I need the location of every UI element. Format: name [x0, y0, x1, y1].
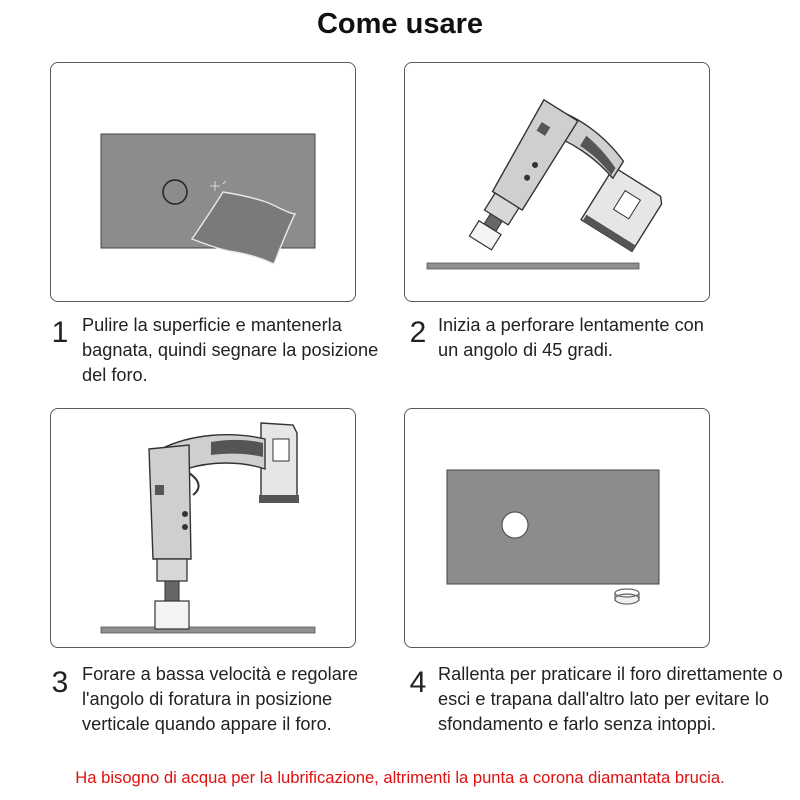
step-4-number: 4	[409, 666, 427, 699]
tile-slab	[427, 263, 639, 269]
step-3-text: Forare a bassa velocità e regolare l'angolo di foratura in posizione verticale quando appare il foro.	[82, 664, 358, 734]
step-1-illustration	[50, 62, 356, 302]
tile-slab	[101, 627, 315, 633]
angled-drill-illustration	[405, 63, 710, 302]
page-title: Come usare	[316, 8, 483, 40]
drilled-hole	[502, 512, 528, 538]
step-1-number: 1	[51, 316, 69, 349]
step-4-text: Rallenta per praticare il foro direttamente o esci e trapana dall'altro lato per evitare lo sfondamento e farlo senza intoppi.	[438, 664, 783, 734]
step-3-illustration	[50, 408, 356, 648]
vertical-drill-illustration	[51, 409, 356, 648]
tile-marking-illustration	[51, 63, 356, 302]
finished-hole-illustration	[405, 409, 710, 648]
step-2-text: Inizia a perforare lentamente con un angolo di 45 gradi.	[438, 315, 704, 360]
step-2-illustration	[404, 62, 710, 302]
step-1-text: Pulire la superficie e mantenerla bagnata, quindi segnare la posizione del foro.	[82, 315, 379, 385]
step-2-number: 2	[409, 316, 427, 349]
step-4-illustration	[404, 408, 710, 648]
step-3-number: 3	[51, 666, 69, 699]
lubrication-warning: Ha bisogno di acqua per la lubrificazione, altrimenti la punta a corona diamantata brucia.	[75, 768, 725, 787]
tile	[447, 470, 659, 584]
